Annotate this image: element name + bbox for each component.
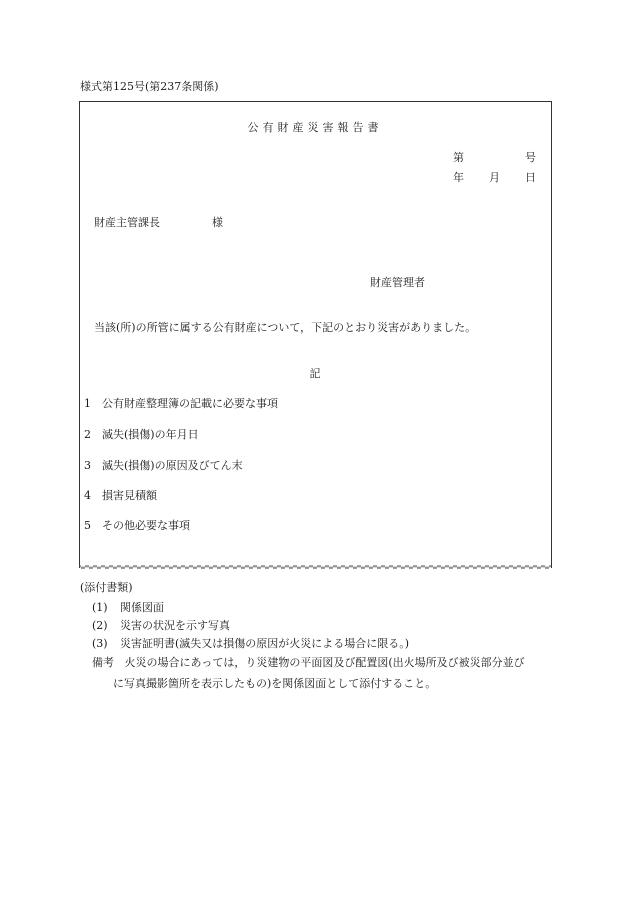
list-item — [84, 520, 190, 531]
item-number: 4 — [84, 489, 91, 502]
ki-label: 記 — [309, 367, 321, 380]
addressee: 財産主管課長 — [94, 216, 160, 229]
number-prefix: 第 — [453, 151, 464, 164]
remark-text: 火災の場合にあっては，り災建物の平面図及び配置図(出火場所及び被災部分並び — [124, 656, 525, 669]
remark — [92, 657, 525, 668]
form-number: 様式第125号(第237条関係) — [80, 80, 219, 93]
month-label: 月 — [489, 171, 500, 184]
item-text: 損害見積額 — [102, 489, 157, 502]
list-item — [84, 460, 243, 471]
statement: 当該(所)の所管に属する公有財産について，下記のとおり災害がありました。 — [94, 321, 477, 334]
list-item — [84, 490, 157, 501]
attachment-text: 災害証明書(滅失又は損傷の原因が火災による場合に限る。) — [120, 637, 410, 650]
addressee-honorific: 様 — [212, 216, 223, 229]
wavy-cut-edge — [79, 562, 552, 572]
item-text: その他必要な事項 — [102, 519, 190, 532]
remark-continued: に写真撮影箇所を表示したもの)を関係図面として添付すること。 — [113, 677, 437, 690]
attachments-heading: (添付書類) — [80, 581, 133, 594]
attachment-item — [92, 620, 230, 631]
item-number: 2 — [84, 428, 91, 441]
attachment-number: (2) — [92, 619, 108, 632]
document-title: 公有財産災害報告書 — [247, 121, 383, 134]
number-suffix: 号 — [525, 151, 536, 164]
item-text: 滅失(損傷)の年月日 — [102, 428, 199, 441]
remark-label: 備考 — [92, 656, 114, 669]
year-label: 年 — [453, 171, 464, 184]
item-text: 滅失(損傷)の原因及びてん末 — [102, 459, 243, 472]
item-text: 公有財産整理簿の記載に必要な事項 — [102, 397, 278, 410]
attachment-text: 関係図面 — [120, 601, 164, 614]
attachment-number: (3) — [92, 637, 108, 650]
day-label: 日 — [525, 171, 536, 184]
attachment-item — [92, 638, 409, 649]
sender: 財産管理者 — [370, 276, 425, 289]
attachment-text: 災害の状況を示す写真 — [120, 619, 230, 632]
attachment-number: (1) — [92, 601, 108, 614]
list-item — [84, 398, 278, 409]
item-number: 5 — [84, 519, 91, 532]
attachment-item — [92, 602, 164, 613]
list-item — [84, 429, 199, 440]
item-number: 1 — [84, 397, 91, 410]
item-number: 3 — [84, 459, 91, 472]
